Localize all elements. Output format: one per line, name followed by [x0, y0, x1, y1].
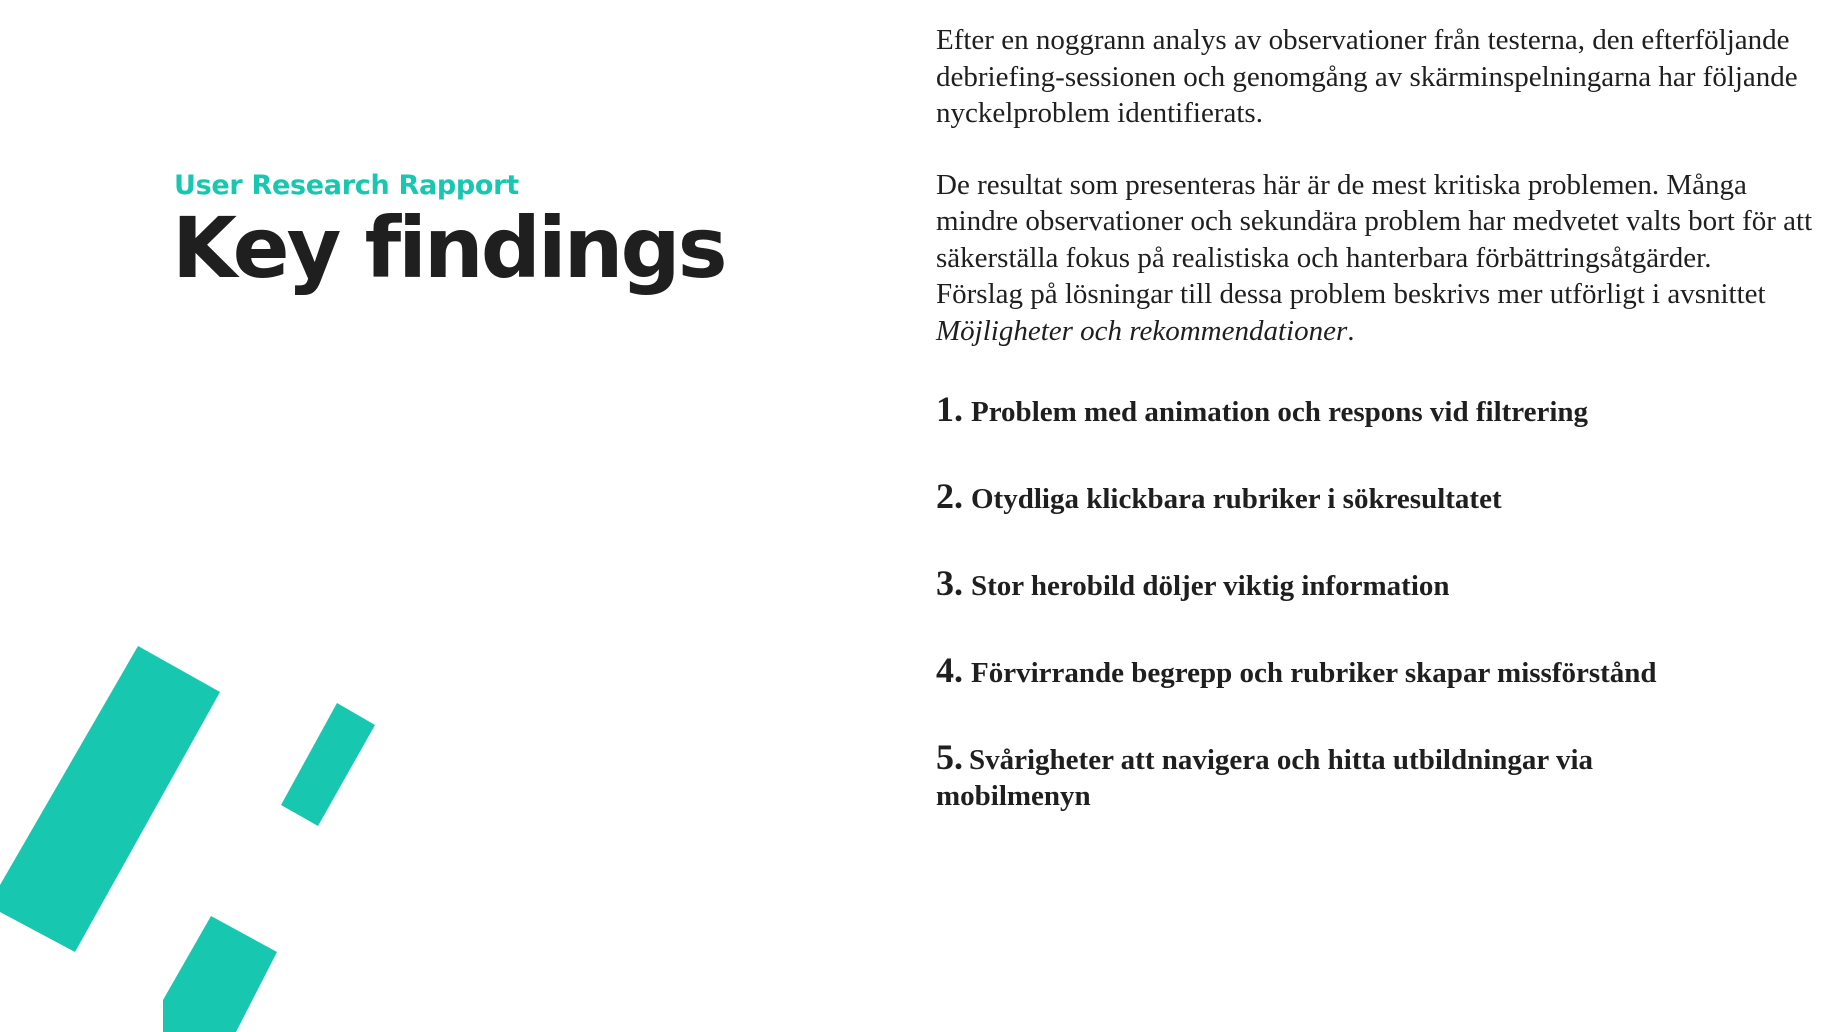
- page-title: Key findings: [172, 199, 725, 297]
- intro-paragraph-2: De resultat som presenteras här är de mest kritiska problemen. Många mindre observationer och sekundära problem har medvetet valts bort för att säkerställa fokus på realistiska och hanterbara förbättringsåtgärder.: [936, 168, 1813, 274]
- intro-paragraph-3-prefix: Förslag på lösningar till dessa problem beskrivs mer utförligt i avsnittet: [936, 278, 1766, 310]
- decor-bar-large: [0, 646, 220, 952]
- finding-number: 3.: [936, 563, 963, 603]
- recommendations-section-reference: Möjligheter och rekommendationer: [936, 314, 1348, 347]
- intro-paragraph-1: Efter en noggrann analys av observationer från testerna, den efterföljande debriefing-sessionen och genomgång av skärminspelningarna har följande nyckelproblem identifierats.: [936, 24, 1798, 129]
- decor-bar-bottom: [163, 916, 277, 1032]
- finding-item: [936, 391, 1816, 430]
- finding-text: Problem med animation och respons vid filtrering: [971, 396, 1589, 428]
- decor-bar-small: [281, 703, 375, 826]
- finding-item: [936, 565, 1816, 604]
- key-findings-list: [936, 391, 1816, 814]
- finding-number: 5.: [936, 737, 963, 777]
- finding-text: Förvirrande begrepp och rubriker skapar missförstånd: [971, 657, 1657, 689]
- intro-paragraph-3-suffix: .: [1347, 314, 1355, 347]
- finding-number: 1.: [936, 389, 963, 429]
- content-column: [936, 22, 1816, 862]
- finding-item: [936, 478, 1816, 517]
- finding-text: Stor herobild döljer viktig information: [971, 570, 1450, 602]
- finding-item: [936, 652, 1816, 691]
- intro-paragraph-3: [936, 276, 1816, 349]
- finding-number: 2.: [936, 476, 963, 516]
- report-eyebrow: User Research Rapport: [174, 170, 519, 201]
- decorative-shapes: [0, 600, 420, 1032]
- finding-number: 4.: [936, 650, 963, 690]
- finding-text: Otydliga klickbara rubriker i sökresultatet: [971, 483, 1502, 515]
- finding-item: [936, 739, 1656, 814]
- finding-text: Svårigheter att navigera och hitta utbildningar via mobilmenyn: [936, 744, 1594, 812]
